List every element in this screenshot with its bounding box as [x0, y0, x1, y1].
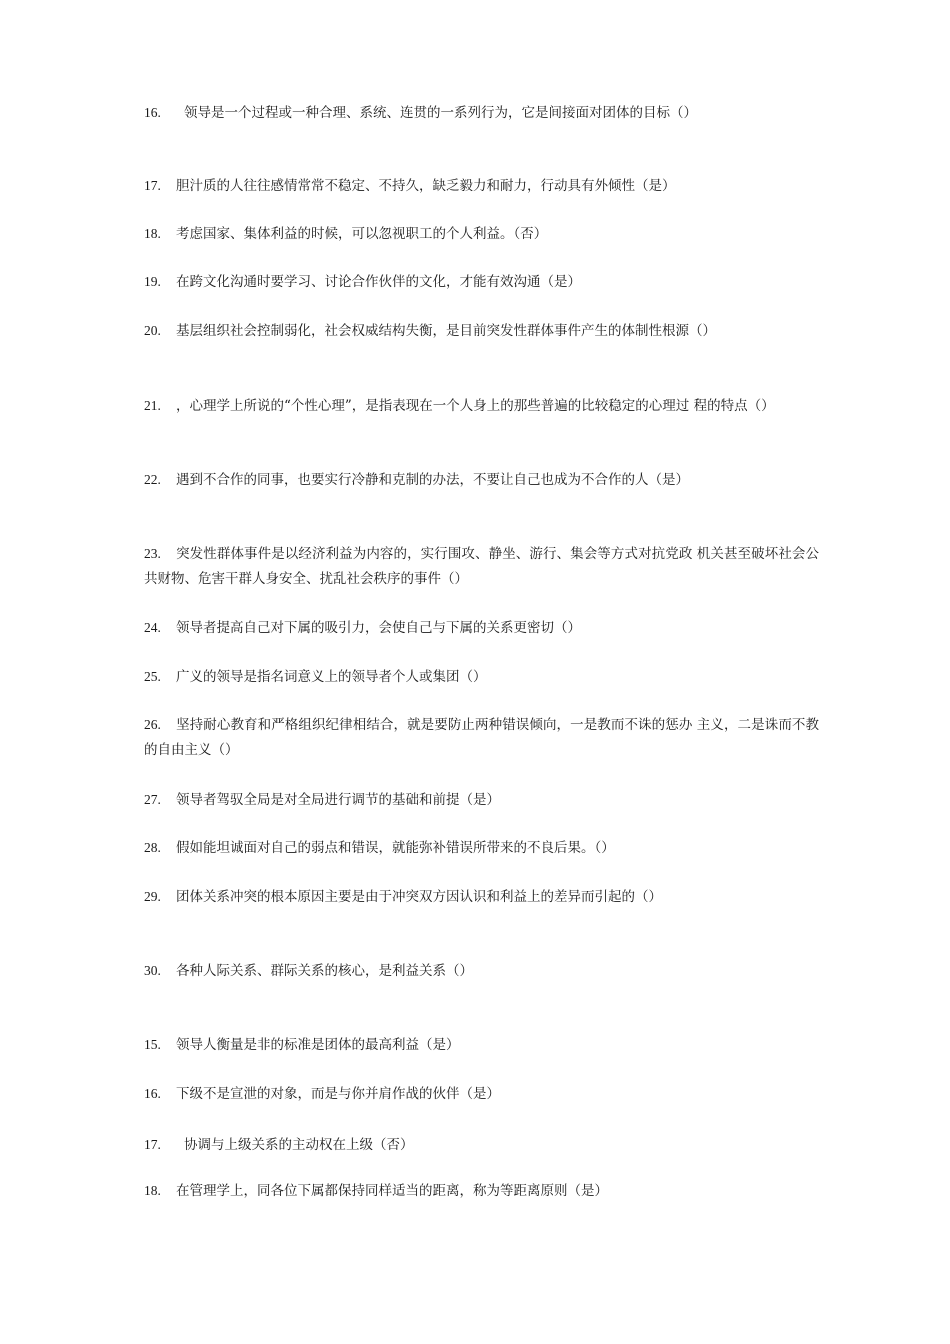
- question-text: 突发性群体事件是以经济利益为内容的，实行围攻、静坐、游行、集会等方式对抗党政 机关甚至破坏社会公共财物、危害干群人身安全、扰乱社会秩序的事件（）: [144, 546, 819, 587]
- question-item: [144, 787, 819, 813]
- question-item: [144, 100, 819, 126]
- question-text: ，心理学上所说的“个性心理”，是指表现在一个人身上的那些普遍的比较稳定的心理过 程的特点（）: [176, 398, 775, 414]
- question-text: 在管理学上，同各位下属都保持同样适当的距离，称为等距离原则（是）: [176, 1183, 608, 1199]
- question-text: 领导是一个过程或一种合理、系统、连贯的一系列行为，它是间接面对团体的目标（）: [184, 105, 697, 121]
- question-number: 20.: [144, 323, 161, 338]
- question-item: [144, 467, 819, 493]
- question-number: 28.: [144, 840, 161, 855]
- question-item: [144, 1178, 819, 1204]
- question-text: 考虑国家、集体利益的时候，可以忽视职工的个人利益。（否）: [176, 226, 548, 242]
- question-text: 坚持耐心教育和严格组织纪律相结合，就是要防止两种错误倾向，一是教而不诛的惩办 主义，二是诛而不教的自由主义（）: [144, 717, 819, 758]
- question-text: 领导者提高自己对下属的吸引力，会使自己与下属的关系更密切（）: [176, 620, 581, 636]
- question-text: 团体关系冲突的根本原因主要是由于冲突双方因认识和利益上的差异而引起的（）: [176, 889, 662, 905]
- question-text: 在跨文化沟通时要学习、讨论合作伙伴的文化，才能有效沟通（是）: [176, 274, 581, 290]
- question-item: [144, 712, 819, 763]
- question-item: [144, 664, 819, 690]
- question-number: 29.: [144, 889, 161, 904]
- question-text: 假如能坦诚面对自己的弱点和错误，就能弥补错误所带来的不良后果。（）: [176, 840, 615, 856]
- question-item: [144, 835, 819, 861]
- question-number: 16.: [144, 1086, 161, 1101]
- question-number: 17.: [144, 178, 161, 193]
- question-number: 18.: [144, 1183, 161, 1198]
- question-text: 领导人衡量是非的标准是团体的最高利益（是）: [176, 1037, 460, 1053]
- question-text: 下级不是宣泄的对象，而是与你并肩作战的伙伴（是）: [176, 1086, 500, 1102]
- question-number: 18.: [144, 226, 161, 241]
- question-item: [144, 393, 819, 419]
- question-text: 各种人际关系、群际关系的核心，是利益关系（）: [176, 963, 473, 979]
- question-number: 26.: [144, 717, 161, 732]
- question-text: 遇到不合作的同事，也要实行冷静和克制的办法，不要让自己也成为不合作的人（是）: [176, 472, 689, 488]
- question-number: 27.: [144, 792, 161, 807]
- question-number: 23.: [144, 546, 161, 561]
- question-number: 17.: [144, 1137, 161, 1152]
- question-item: [144, 541, 819, 592]
- question-item: [144, 221, 819, 247]
- question-number: 25.: [144, 669, 161, 684]
- question-item: [144, 269, 819, 295]
- question-number: 19.: [144, 274, 161, 289]
- question-number: 16.: [144, 105, 161, 120]
- question-item: [144, 958, 819, 984]
- question-item: [144, 615, 819, 641]
- question-number: 15.: [144, 1037, 161, 1052]
- question-item: [144, 1032, 819, 1058]
- question-text: 广义的领导是指名词意义上的领导者个人或集团（）: [176, 669, 487, 685]
- question-item: [144, 884, 819, 910]
- question-text: 胆汁质的人往往感情常常不稳定、不持久，缺乏毅力和耐力，行动具有外倾性（是）: [176, 178, 676, 194]
- question-item: [144, 318, 819, 344]
- question-number: 22.: [144, 472, 161, 487]
- question-number: 21.: [144, 398, 161, 413]
- question-text: 基层组织社会控制弱化，社会权威结构失衡，是目前突发性群体事件产生的体制性根源（）: [176, 323, 716, 339]
- question-number: 24.: [144, 620, 161, 635]
- question-item: [144, 1081, 819, 1107]
- question-text: 协调与上级关系的主动权在上级（否）: [184, 1137, 414, 1153]
- question-number: 30.: [144, 963, 161, 978]
- question-item: [144, 173, 819, 199]
- question-item: [144, 1132, 819, 1158]
- question-text: 领导者驾驭全局是对全局进行调节的基础和前提（是）: [176, 792, 500, 808]
